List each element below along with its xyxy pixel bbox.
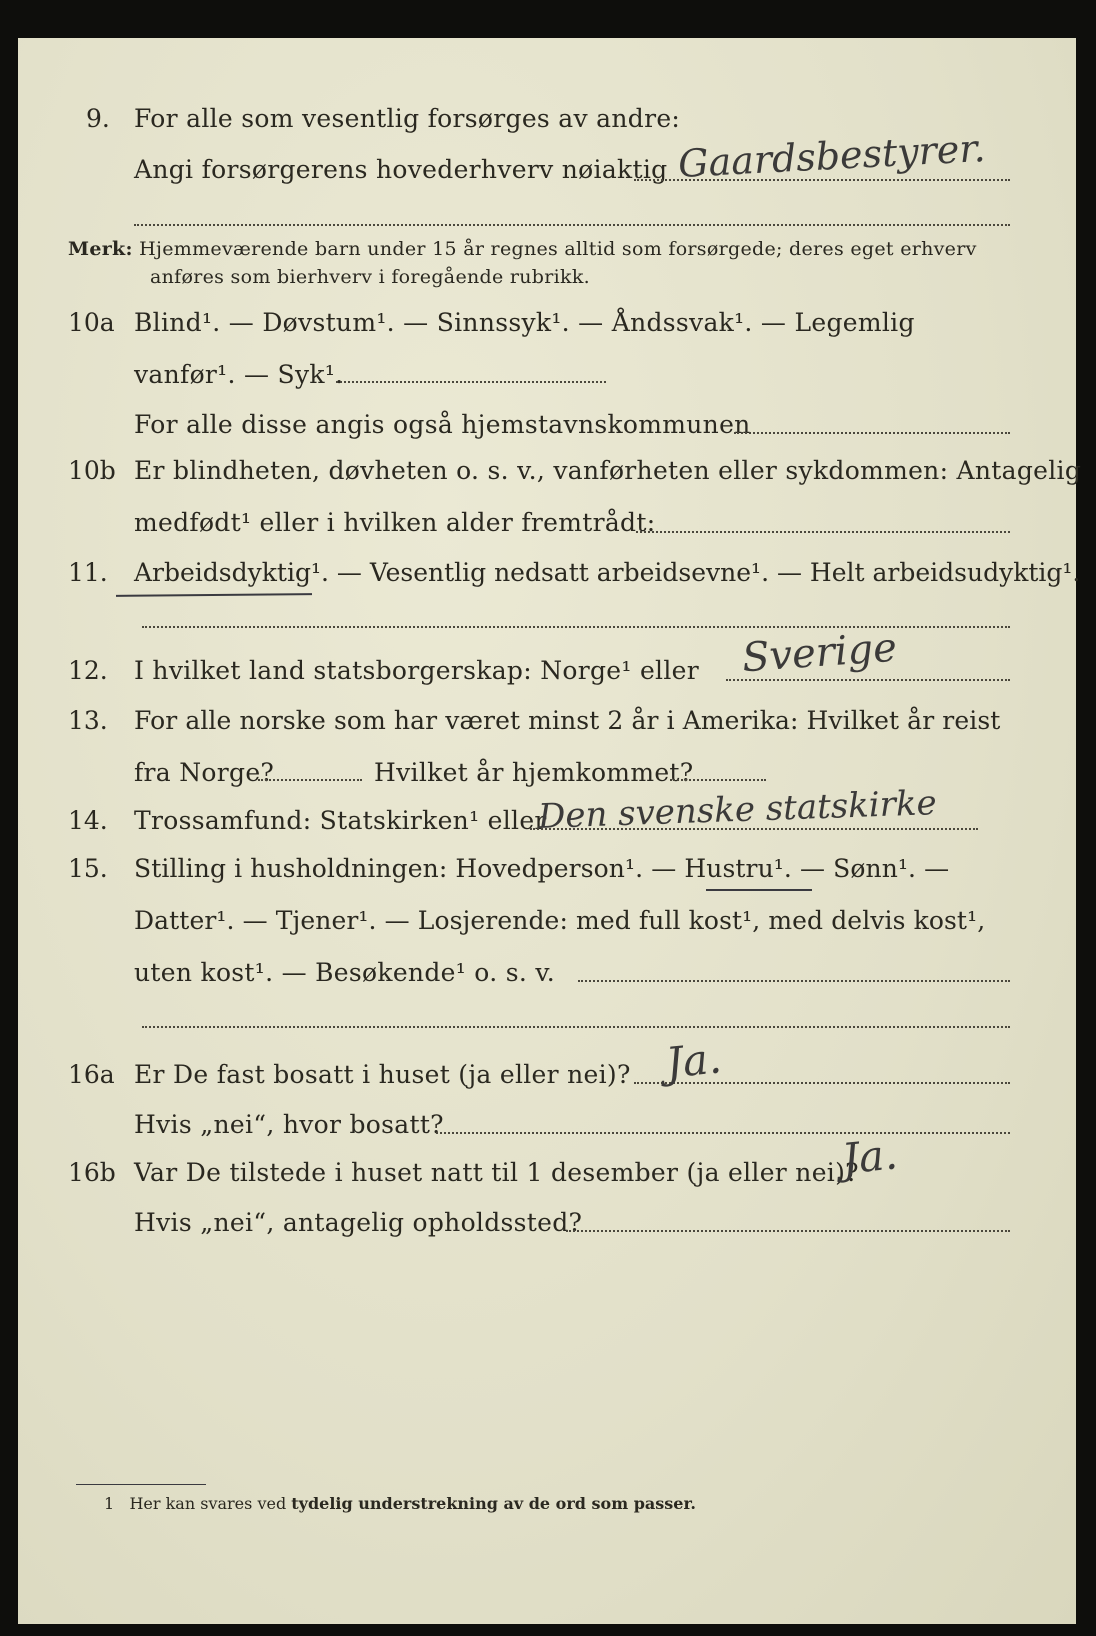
merk-label: Merk: <box>68 238 133 260</box>
question-10a-text-2: vanfør¹. — Syk¹. <box>134 360 344 389</box>
answer-line <box>734 432 1010 434</box>
question-15-number: 15. <box>68 854 108 883</box>
merk-text-2: anføres som bierhverv i foregående rubrikk. <box>150 266 590 288</box>
question-13-text-2: fra Norge? <box>134 758 275 787</box>
question-10a-number: 10a <box>68 308 115 337</box>
question-12-number: 12. <box>68 656 108 685</box>
question-15-text: Stilling i husholdningen: Hovedperson¹. — Hustru¹. — Sønn¹. — <box>134 854 950 883</box>
question-10b-number: 10b <box>68 456 116 485</box>
question-10a-text-3: For alle disse angis også hjemstavnskommunen <box>134 410 751 439</box>
question-11-text: Arbeidsdyktig¹. — Vesentlig nedsatt arbeidsevne¹. — Helt arbeidsudyktig¹. <box>134 558 1081 587</box>
handwritten-underline <box>706 889 812 891</box>
answer-line <box>336 381 606 383</box>
answer-line <box>566 1230 1010 1232</box>
footnote-text: Her kan svares ved <box>129 1494 287 1513</box>
answer-line <box>670 779 766 781</box>
question-16a-text-2: Hvis „nei“, hvor bosatt? <box>134 1110 444 1139</box>
census-form-page <box>18 38 1082 1624</box>
question-13-text: For alle norske som har været minst 2 år i Amerika: Hvilket år reist <box>134 706 1001 735</box>
handwritten-answer-16a: Ja. <box>663 1033 724 1088</box>
question-10a-text: Blind¹. — Døvstum¹. — Sinnssyk¹. — Åndssvak¹. — Legemlig <box>134 308 915 337</box>
question-13-number: 13. <box>68 706 108 735</box>
question-9-text: For alle som vesentlig forsørges av andre: <box>134 104 681 133</box>
answer-line <box>436 1132 1010 1134</box>
handwritten-underline <box>116 593 312 597</box>
question-9-number: 9. <box>86 104 110 133</box>
question-14-number: 14. <box>68 806 108 835</box>
handwritten-answer-9: Gaardsbestyrer. <box>677 125 987 187</box>
question-14-text: Trossamfund: Statskirken¹ eller <box>134 806 547 835</box>
answer-line <box>142 1026 1010 1028</box>
merk-text: Hjemmeværende barn under 15 år regnes alltid som forsørgede; deres eget erhverv <box>139 238 977 260</box>
question-16b-text: Var De tilstede i huset natt til 1 desember (ja eller nei)? <box>134 1158 859 1187</box>
question-16b-number: 16b <box>68 1158 116 1187</box>
question-10b-text: Er blindheten, døvheten o. s. v., vanførheten eller sykdommen: Antagelig <box>134 456 1082 485</box>
answer-line <box>134 224 1010 226</box>
handwritten-answer-16b: Ja. <box>839 1129 900 1184</box>
footnote-mark: 1 <box>104 1494 115 1513</box>
handwritten-answer-14: Den svenske statskirke <box>537 783 938 837</box>
question-9-subtext: Angi forsørgerens hovederhverv nøiaktig <box>134 155 668 184</box>
question-16b-text-2: Hvis „nei“, antagelig opholdssted? <box>134 1208 583 1237</box>
question-16a-text: Er De fast bosatt i huset (ja eller nei)? <box>134 1060 631 1089</box>
question-12-text: I hvilket land statsborgerskap: Norge¹ eller <box>134 656 699 685</box>
footnote-rule <box>76 1484 206 1485</box>
answer-line <box>578 980 1010 982</box>
handwritten-answer-12: Sverige <box>740 624 899 682</box>
footnote-text-bold: tydelig understrekning av de ord som passer. <box>291 1494 696 1513</box>
answer-line <box>258 779 362 781</box>
question-10b-text-2: medfødt¹ eller i hvilken alder fremtrådt: <box>134 508 656 537</box>
question-15-text-3: uten kost¹. — Besøkende¹ o. s. v. <box>134 958 556 987</box>
question-11-number: 11. <box>68 558 108 587</box>
question-15-text-2: Datter¹. — Tjener¹. — Losjerende: med full kost¹, med delvis kost¹, <box>134 906 986 935</box>
question-16a-number: 16a <box>68 1060 115 1089</box>
question-13-text-3: Hvilket år hjemkommet? <box>374 758 694 787</box>
answer-line <box>636 531 1010 533</box>
